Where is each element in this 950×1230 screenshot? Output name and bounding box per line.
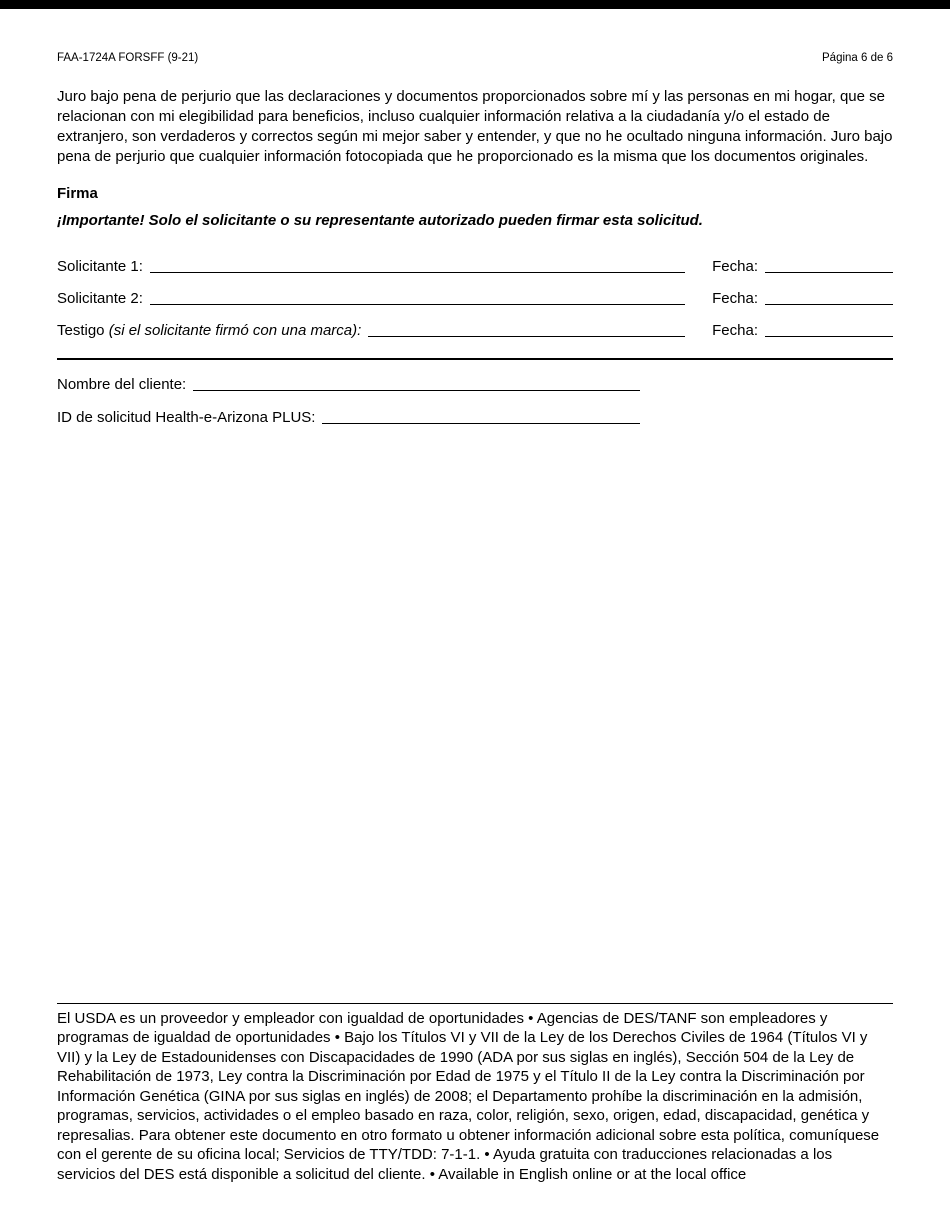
- signature-row-applicant-2: [57, 289, 893, 309]
- page-header: [57, 52, 893, 64]
- applicant-1-date-line[interactable]: [765, 272, 893, 273]
- witness-date-line[interactable]: [765, 336, 893, 337]
- applicant-2-label: Solicitante 2:: [57, 290, 143, 307]
- page-indicator: Página 6 de 6: [822, 52, 893, 64]
- signature-heading: Firma: [57, 185, 98, 202]
- client-name-line[interactable]: [193, 390, 640, 391]
- perjury-statement: Juro bajo pena de perjurio que las declaraciones y documentos proporcionados sobre mí y las personas en mi hogar, que se relacionan con mi elegibilidad para beneficios, incluso cualquier información relativa a la ciudadanía y/o el estado de extranjero, son verdaderos y correctos según mi mejor saber y entender, y que no he ocultado ninguna información. Juro bajo pena de perjurio que cualquier información fotocopiada que he proporcionado es la misma que los documentos originales.: [57, 88, 893, 165]
- witness-label: [57, 321, 368, 341]
- applicant-2-date-line[interactable]: [765, 304, 893, 305]
- applicant-1-label: Solicitante 1:: [57, 258, 143, 275]
- application-id-row: [57, 408, 640, 428]
- signature-row-applicant-1: [57, 257, 893, 277]
- witness-label-note: (si el solicitante firmó con una marca):: [108, 322, 362, 339]
- page-content: [0, 9, 950, 1230]
- section-divider-rule: [57, 358, 893, 360]
- blank-space: [57, 428, 893, 1003]
- signature-row-witness: [57, 321, 893, 341]
- nondiscrimination-statement: El USDA es un proveedor y empleador con igualdad de oportunidades • Agencias de DES/TANF son empleadores y programas de igualdad de oportunidades • Bajo los Títulos VI y VII de la Ley de los Derechos Civiles de 1964 (Títulos VI y VII) y la Ley de Estadounidenses con Discapacidades de 1990 (ADA por sus siglas en inglés), Sección 504 de la Ley de Rehabilitación de 1973, Ley contra la Discriminación por Edad de 1975 y el Título II de la Ley contra la Discriminación por Información Genética (GINA por sus siglas en inglés) de 2008; el Departamento prohíbe la discriminación en la admisión, programas, servicios, actividades o el empleo basado en raza, color, religión, sexo, origen, edad, discapacidad, genética y represalias. Para obtener este documento en otro formato u obtener información adicional sobre esta política, comuníquese con el gerente de su oficina local; Servicios de TTY/TDD: 7-1-1. • Ayuda gratuita con traducciones relacionadas a los servicios del DES está disponible a solicitud del cliente. • Available in English online or at the local office: [57, 1009, 880, 1183]
- applicant-2-date-label: Fecha:: [712, 290, 758, 307]
- witness-label-text: Testigo: [57, 322, 105, 339]
- witness-signature-line[interactable]: [368, 336, 685, 337]
- client-name-label: Nombre del cliente:: [57, 376, 187, 393]
- applicant-1-date-label: Fecha:: [712, 258, 758, 275]
- footer-divider-rule: [57, 1003, 893, 1004]
- form-number: FAA-1724A FORSFF (9-21): [57, 52, 199, 64]
- witness-date-label: Fecha:: [712, 322, 758, 339]
- applicant-1-signature-line[interactable]: [150, 272, 685, 273]
- top-border-bar: [0, 0, 950, 9]
- applicant-2-signature-line[interactable]: [150, 304, 685, 305]
- application-id-line[interactable]: [322, 423, 640, 424]
- signature-notice: ¡Importante! Solo el solicitante o su representante autorizado pueden firmar esta solicitud.: [57, 212, 703, 229]
- client-name-row: [57, 375, 640, 395]
- application-id-label: ID de solicitud Health-e-Arizona PLUS:: [57, 409, 316, 426]
